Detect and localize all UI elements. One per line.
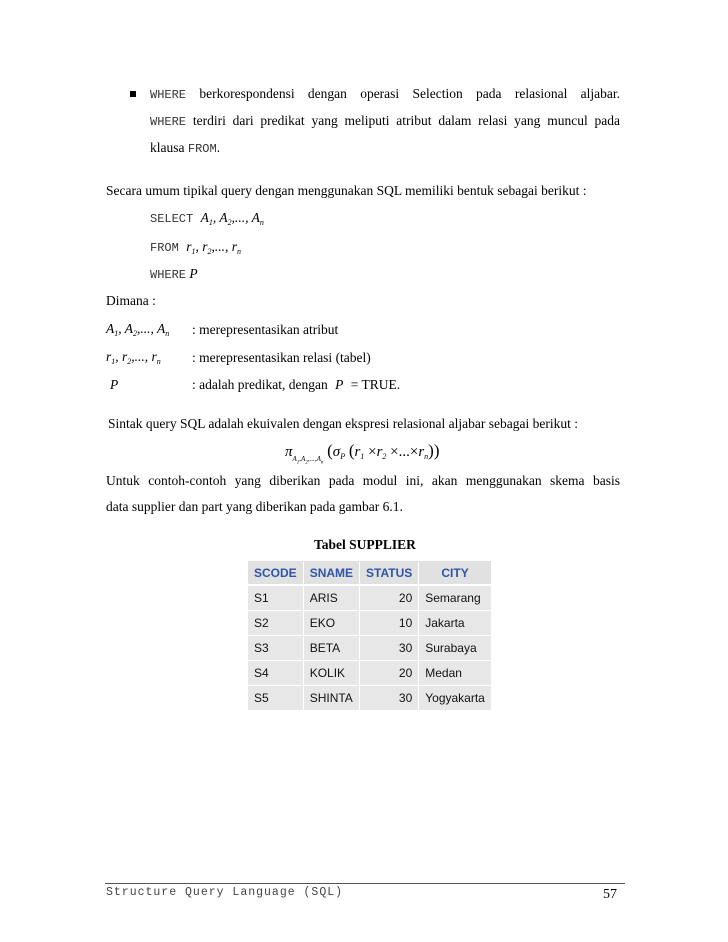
supplier-table [248,561,492,711]
def-term-attributes: $A_1$, $A_2$,..., $A_n$ [106,321,170,338]
cell-sname: EKO [303,611,359,636]
header-scode: SCODE [248,561,303,585]
cell-status: 20 [360,585,419,611]
page-number: 57 [603,887,617,902]
bullet-text-2: terdiri dari predikat yang meliputi atribut dalam relasi yang muncul pada [192,113,621,128]
predicate-var: P [189,266,198,281]
equivalence-sentence: Sintak query SQL adalah ekuivalen dengan ekspresi relasional aljabar sebagai berikut : [108,416,578,431]
header-status: STATUS [360,561,419,585]
cell-city: Surabaya [419,636,492,661]
cell-city: Medan [419,661,492,686]
paragraph-line-1: Untuk contoh-contoh yang diberikan pada modul ini, akan menggunakan skema basis [106,473,620,488]
dimana-label: Dimana : [106,293,156,308]
table-row [248,636,491,661]
cell-city: Semarang [419,585,492,611]
table-row [248,585,491,611]
def-desc-predicate: : adalah predikat, dengan P = TRUE. [192,377,401,392]
cell-status: 30 [360,686,419,711]
table-row [248,686,491,711]
def-desc-attributes: : merepresentasikan atribut [192,322,339,337]
cell-scode: S1 [248,585,303,611]
select-keyword: SELECT [150,212,194,226]
bullet-marker [130,91,136,97]
from-keyword-query: FROM [150,241,179,255]
cell-scode: S3 [248,636,303,661]
def-desc-relations: : merepresentasikan relasi (tabel) [192,350,371,365]
cell-sname: SHINTA [303,686,359,711]
footer-title: Structure Query Language (SQL) [106,886,344,899]
cell-scode: S5 [248,686,303,711]
query-select-line [150,210,264,227]
header-sname: SNAME [303,561,359,585]
table-header-row [248,561,491,585]
table-row [248,611,491,636]
cell-sname: ARIS [303,585,359,611]
where-keyword-query: WHERE [150,268,187,282]
cell-scode: S4 [248,661,303,686]
query-from-line [150,239,241,256]
intro-sentence: Secara umum tipikal query dengan menggunakan SQL memiliki bentuk sebagai berikut : [106,183,587,198]
cell-city: Yogyakarta [419,686,492,711]
cell-status: 10 [360,611,419,636]
bullet-text-3: klausa [150,140,185,155]
cell-scode: S2 [248,611,303,636]
from-keyword: FROM [187,142,217,156]
relational-algebra-formula: $\pi_{A_1,A_2,...,A_n}$ ($\sigma_P$ $(r_1 \times r_2 \times...\times r_n)$) [285,441,440,466]
cell-sname: BETA [303,636,359,661]
header-city: CITY [419,561,492,585]
def-term-relations: $r_1$, $r_2$,..., $r_n$ [106,349,161,366]
bullet-line-3: klausa FROM. [150,140,221,156]
cell-sname: KOLIK [303,661,359,686]
where-keyword: WHERE [150,88,187,102]
where-keyword-2: WHERE [150,115,187,129]
table-row [248,661,491,686]
paragraph-line-2: data supplier dan part yang diberikan pada gambar 6.1. [106,499,403,514]
def-term-predicate: P [110,377,119,392]
attribute-list: $A_1$, $A_2$,..., $A_n$ [200,210,264,227]
cell-status: 20 [360,661,419,686]
bullet-line-2 [150,113,620,129]
table-caption: Tabel SUPPLIER [314,537,416,552]
cell-status: 30 [360,636,419,661]
footer-divider [105,883,625,884]
relation-list: $r_1$, $r_2$,..., $r_n$ [186,239,241,256]
cell-city: Jakarta [419,611,492,636]
bullet-text-1: berkorespondensi dengan operasi Selection pada relasional aljabar. [199,86,621,101]
bullet-line-1 [150,86,620,102]
query-where-line [150,266,198,282]
